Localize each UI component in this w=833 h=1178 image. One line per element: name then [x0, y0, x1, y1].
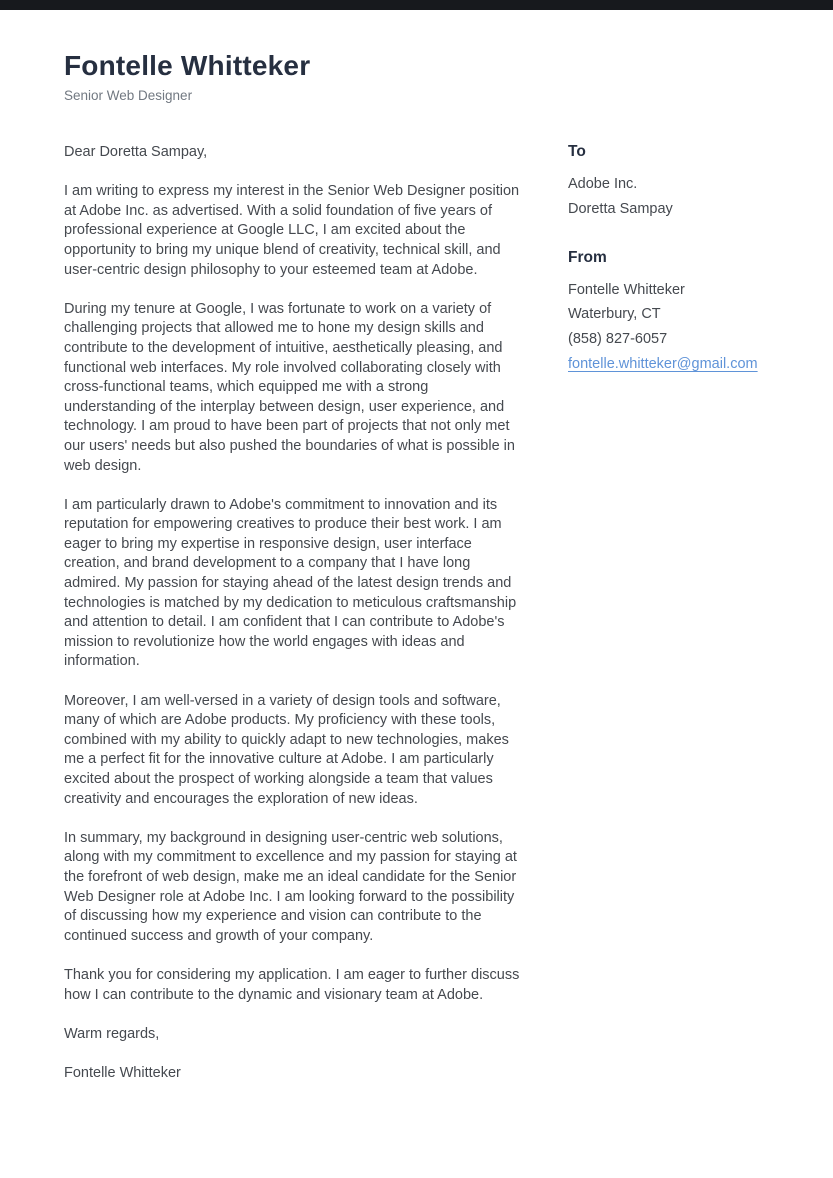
- letter-paragraph: I am particularly drawn to Adobe's commitment to innovation and its reputation for empowering creatives to produce their best work. I am eager to bring my expertise in responsive design, user interface creation, and brand development to a company that I have long admired. My passion for staying ahead of the latest design trends and technologies is matched by my dedication to meticulous craftsmanship and attention to detail. I am confident that I can contribute to Adobe's mission to revolutionize how the world engages with ideas and information.: [64, 496, 517, 670]
- to-section: [568, 143, 798, 222]
- from-section: [568, 249, 798, 377]
- person-name: Fontelle Whitteker: [64, 50, 311, 81]
- from-heading: From: [568, 248, 607, 266]
- recipient-company: Adobe Inc.: [568, 176, 638, 192]
- letter-paragraph: I am writing to express my interest in the Senior Web Designer position at Adobe Inc. as advertised. With a solid foundation of five years of professional experience at Google LLC, I am excited about the opportunity to bring my unique blend of creativity, technical skill, and user-centric design philosophy to your esteemed team at Adobe.: [64, 183, 520, 278]
- contact-sidebar: [568, 143, 798, 404]
- recipient-name: Doretta Sampay: [568, 200, 673, 217]
- letter-paragraph: In summary, my background in designing user-centric web solutions, along with my commitment to excellence and my passion for staying at the forefront of web design, make me an ideal candidate for the Senior Web Designer role at Adobe Inc. I am looking forward to the possibility of discussing how my experience and vision can contribute to the continued success and growth of your company.: [64, 829, 517, 944]
- sender-location: Waterbury, CT: [568, 306, 661, 323]
- person-job-title: Senior Web Designer: [64, 88, 193, 104]
- sender-email-link[interactable]: fontelle.whitteker@gmail.com: [568, 355, 758, 372]
- letter-signature: Fontelle Whitteker: [64, 1064, 181, 1081]
- letter-paragraph: During my tenure at Google, I was fortunate to work on a variety of challenging projects that allowed me to hone my design skills and contribute to the development of intuitive, aesthetically pleasing, and functional web interfaces. My role involved collaborating closely with cross-functional teams, which equipped me with a strong understanding of the interplay between design, user experience, and technology. I am proud to have been part of projects that not only met our users' needs but also pushed the boundaries of what is possible in web design.: [64, 300, 515, 474]
- letter-body: [64, 143, 524, 1084]
- top-edge-bar: [0, 0, 833, 10]
- document-header: [64, 50, 684, 103]
- sender-name: Fontelle Whitteker: [568, 281, 685, 298]
- sender-phone: (858) 827-6057: [568, 331, 668, 348]
- letter-paragraph: Moreover, I am well-versed in a variety of design tools and software, many of which are Adobe products. My proficiency with these tools, combined with my ability to quickly adapt to new technologies, makes me a perfect fit for the innovative culture at Adobe. I am particularly excited about the prospect of working alongside a team that values creativity and encourages the exploration of new ideas.: [64, 692, 509, 807]
- letter-paragraph: Thank you for considering my application. I am eager to further discuss how I can contribute to the dynamic and visionary team at Adobe.: [64, 966, 520, 1003]
- to-heading: To: [568, 143, 586, 160]
- letter-closing: Warm regards,: [64, 1025, 160, 1042]
- letter-greeting: Dear Doretta Sampay,: [64, 144, 208, 160]
